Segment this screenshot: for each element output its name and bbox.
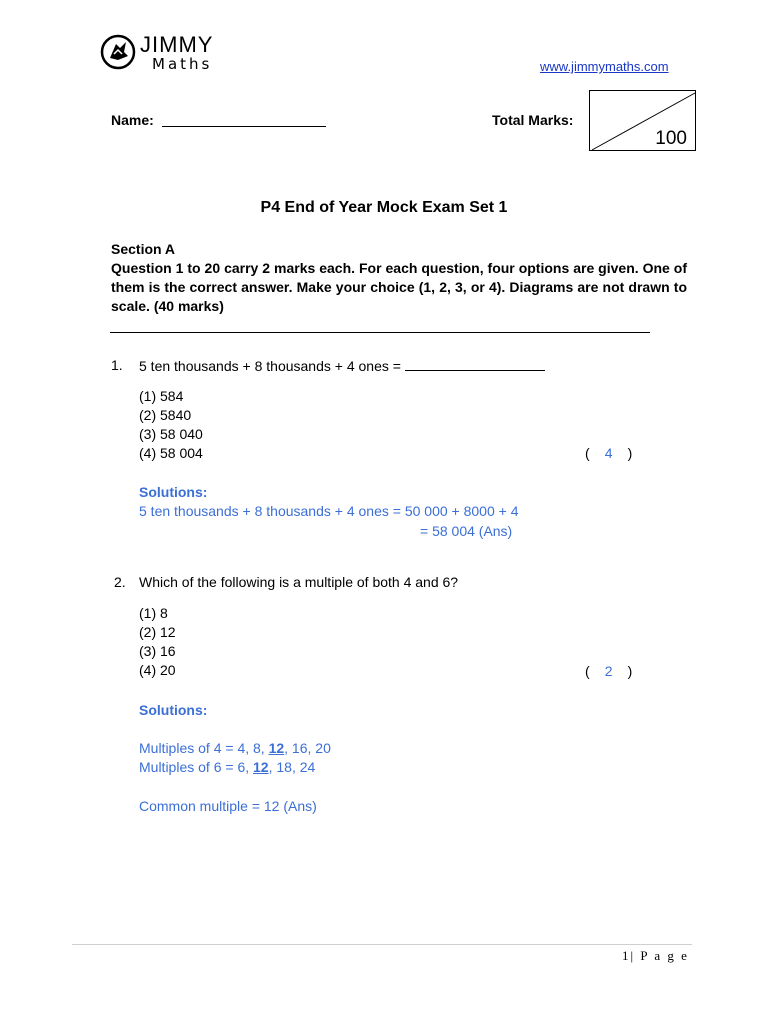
question-1-options bbox=[139, 387, 203, 463]
section-instructions: Question 1 to 20 carry 2 marks each. For each question, four options are given. One of them is the correct answer. Make your choice (1, 2, 3, or 4). Diagrams are not drawn to scale. (40 marks) bbox=[111, 260, 687, 314]
page-number: 1 bbox=[622, 948, 631, 963]
option-1: (1) 584 bbox=[139, 388, 184, 404]
jimmy-maths-logo bbox=[100, 32, 240, 76]
page-label: | P a g e bbox=[630, 948, 689, 963]
multiples-of-4 bbox=[139, 739, 331, 758]
right-paren: ) bbox=[627, 663, 633, 679]
option-1: (1) 8 bbox=[139, 605, 168, 621]
multiples-6-suffix: , 18, 24 bbox=[268, 759, 316, 775]
option-4: (4) 20 bbox=[139, 662, 176, 678]
option-2: (2) 5840 bbox=[139, 407, 192, 423]
solution-line-2: = 58 004 (Ans) bbox=[420, 523, 513, 539]
right-paren: ) bbox=[627, 445, 633, 461]
question-2-answer-box bbox=[585, 662, 632, 681]
question-2-text: Which of the following is a multiple of both 4 and 6? bbox=[139, 574, 459, 590]
divider bbox=[110, 332, 650, 333]
question-text bbox=[139, 356, 545, 376]
answer-value: 4 bbox=[604, 445, 613, 461]
website-link[interactable]: www.jimmymaths.com bbox=[540, 59, 669, 74]
logo-text-maths: Maths bbox=[152, 55, 213, 73]
question-2-options bbox=[139, 604, 176, 680]
footer-divider bbox=[72, 944, 692, 945]
option-2: (2) 12 bbox=[139, 624, 176, 640]
answer-blank bbox=[405, 356, 545, 371]
multiples-6-prefix: Multiples of 6 = 6, bbox=[139, 759, 254, 775]
multiples-6-highlight: 12 bbox=[253, 759, 269, 775]
option-3: (3) 16 bbox=[139, 643, 176, 659]
question-number: 1. bbox=[111, 357, 123, 373]
option-3: (3) 58 040 bbox=[139, 426, 203, 442]
name-label: Name: bbox=[111, 112, 154, 128]
common-multiple-answer: Common multiple = 12 (Ans) bbox=[139, 798, 317, 814]
question-1-answer-box bbox=[585, 444, 632, 463]
left-paren: ( bbox=[585, 445, 590, 461]
multiples-4-suffix: , 16, 20 bbox=[284, 740, 331, 756]
answer-value: 2 bbox=[604, 663, 613, 679]
solution-heading: Solutions: bbox=[139, 484, 208, 500]
question-number: 2. bbox=[114, 574, 126, 590]
page-title: P4 End of Year Mock Exam Set 1 bbox=[260, 199, 508, 216]
total-marks-value: 100 bbox=[655, 128, 687, 149]
option-4: (4) 58 004 bbox=[139, 445, 203, 461]
total-marks-label: Total Marks: bbox=[492, 112, 574, 128]
left-paren: ( bbox=[585, 663, 590, 679]
question-1-text: 5 ten thousands + 8 thousands + 4 ones = bbox=[139, 358, 401, 374]
multiples-4-highlight: 12 bbox=[268, 740, 285, 756]
solution-line-1: 5 ten thousands + 8 thousands + 4 ones = 50 000 + 8000 + 4 bbox=[139, 503, 519, 519]
logo-text-jimmy: JIMMY bbox=[140, 32, 214, 57]
page-footer bbox=[622, 948, 689, 964]
total-marks-box bbox=[589, 90, 696, 151]
multiples-of-6 bbox=[139, 758, 315, 777]
name-blank-line bbox=[162, 126, 326, 127]
section-heading: Section A bbox=[111, 241, 176, 257]
solution-heading: Solutions: bbox=[139, 702, 208, 718]
logo-emblem-icon bbox=[100, 34, 136, 70]
multiples-4-prefix: Multiples of 4 = 4, 8, bbox=[139, 740, 269, 756]
